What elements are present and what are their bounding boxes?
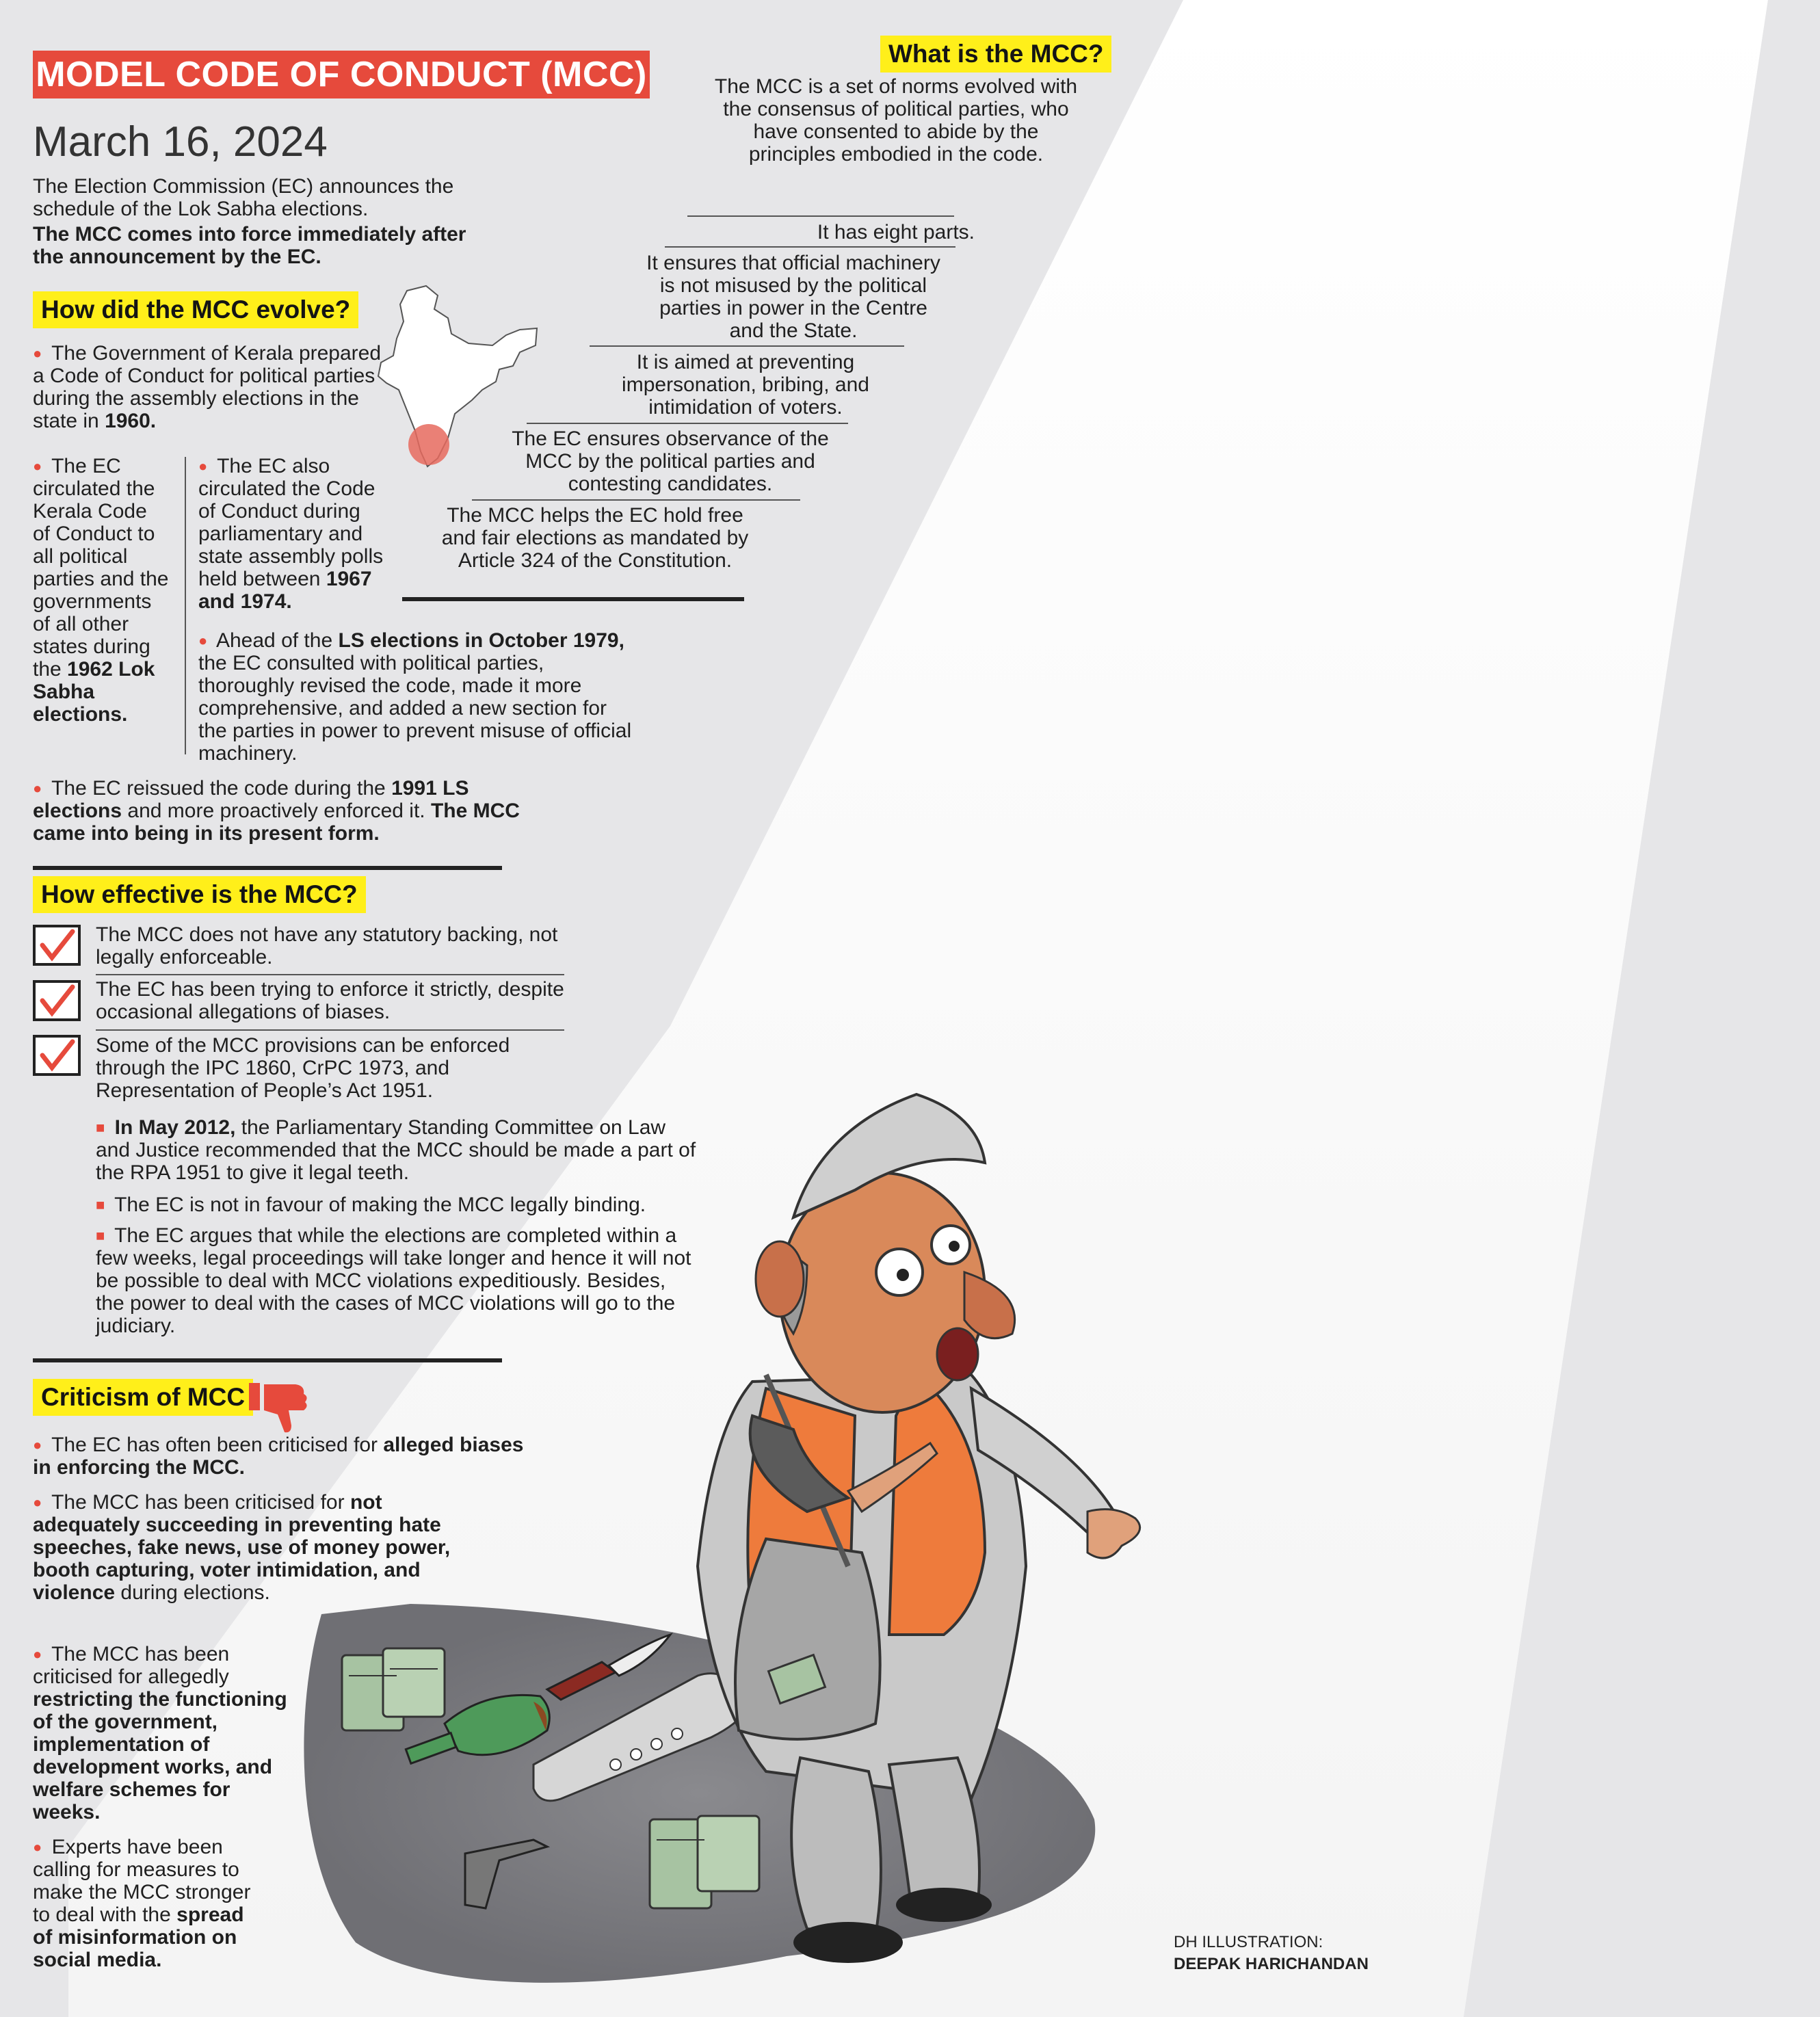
gun-icon [465,1840,547,1908]
kerala-bullet [33,342,388,432]
effective-note-3-text: The EC argues that while the elections are completed within a few weeks, legal proceedings will take longer and hence it will not be possible to deal with MCC violations expeditiously. Besides, the power to deal with the cases of MCC violations will go to the judiciary. [96,1224,691,1337]
money-stack-icon [342,1648,445,1730]
revised-1979-bold: LS elections in October 1979, [338,629,624,652]
effective-heading: How effective is the MCC? [33,876,366,913]
effective-note-2-text: The EC is not in favour of making the MCC legally binding. [114,1194,646,1216]
what-item-4: It is aimed at preventing impersonation, bribing, and intimidation of voters. [622,351,869,419]
thumbs-down-icon [248,1380,311,1435]
what-divider [665,246,955,248]
what-heading: What is the MCC? [880,36,1111,72]
criticism-2-bold: not adequately succeeding in preventing hate speeches, fake news, use of money power, booth capturing, voter intimidation, and violence [33,1491,451,1604]
illustration-credit [1174,1932,1369,1975]
intro-text [33,175,471,268]
reissue-bold-2: The MCC came into being in its present form. [33,800,520,845]
effective-point-2: The EC has been trying to enforce it strictly, despite occasional allegations of biases. [96,978,564,1023]
circulated-1967-bold: 1967 and 1974. [198,568,372,613]
credit-line-2: DEEPAK HARICHANDAN [1174,1955,1369,1973]
circulated-1962-bold: 1962 Lok Sabha elections. [33,658,155,726]
section-divider [33,866,502,870]
evolve-heading: How did the MCC evolve? [33,291,358,328]
criticism-1-bold: alleged biases in enforcing the MCC. [33,1434,524,1479]
page-title: MODEL CODE OF CONDUCT (MCC) [33,51,650,98]
what-item-3: It ensures that official machinery is not misused by the political parties in power in the Centre and the State. [646,252,940,342]
criticism-heading: Criticism of MCC [33,1379,253,1416]
what-item-2: It has eight parts. [817,221,975,243]
revised-1979-bullet [198,629,636,765]
criticism-3-bold: restricting the functioning of the government, implementation of development works, and welfare schemes for weeks. [33,1688,287,1823]
kerala-text: The Government of Kerala prepared a Code of Conduct for political parties during the assembly elections in the state in [33,342,382,432]
date-heading: March 16, 2024 [33,118,328,166]
effective-point-1: The MCC does not have any statutory backing, not legally enforceable. [96,923,558,968]
credit-line-1: DH ILLUSTRATION: [1174,1933,1323,1951]
circulated-1967-text: The EC also circulated the Code of Conduct during parliamentary and state assembly polls held between [198,455,384,590]
criticism-item-4 [33,1836,265,1971]
checkmark-icon [33,925,81,966]
circulated-1962-text: The EC circulated the Kerala Code of Conduct to all political parties and the governments of all other states during the [33,455,169,681]
what-divider [590,345,904,347]
effective-point-3: Some of the MCC provisions can be enforced through the IPC 1860, CrPC 1973, and Representation of People’s Act 1951. [96,1034,510,1102]
what-item-6: The MCC helps the EC hold free and fair elections as mandated by Article 324 of the Constitution. [441,504,749,572]
what-divider [472,499,800,501]
what-divider [687,215,954,217]
what-divider [527,423,848,424]
criticism-3-pre: The MCC has been criticised for allegedly [33,1643,230,1688]
what-item-1: The MCC is a set of norms evolved with the consensus of political parties, who have consented to abide by the principles embodied in the code. [714,75,1078,166]
intro-bold-paragraph: The MCC comes into force immediately after the announcement by the EC. [33,223,466,268]
reissue-1991-bullet [33,777,553,845]
circulated-1962-bullet [33,455,170,726]
column-divider [185,457,186,754]
checkmark-icon [33,980,81,1021]
reissue-mid: and more proactively enforced it. [122,800,431,822]
intro-paragraph: The Election Commission (EC) announces the schedule of the Lok Sabha elections. [33,175,454,220]
what-item-5: The EC ensures observance of the MCC by the political parties and contesting candidates. [512,427,829,495]
criticism-2-pre: The MCC has been criticised for [51,1491,350,1514]
criticism-2-post: during elections. [115,1581,270,1604]
criticism-4-bold: spread of misinformation on social media. [33,1903,244,1971]
criticism-1-pre: The EC has often been criticised for [51,1434,384,1456]
revised-1979-post: the EC consulted with political parties, thoroughly revised the code, made it more comprehensive, and added a new section for the parties in power to prevent misuse of official machinery. [198,652,632,765]
criticism-item-3 [33,1643,293,1823]
circulated-1967-bullet [198,455,397,613]
reissue-pre: The EC reissued the code during the [51,777,392,800]
politician-illustration [328,951,1450,1963]
effective-note-1-bold: In May 2012, [114,1116,236,1139]
effective-note-1-text: the Parliamentary Standing Committee on Law and Justice recommended that the MCC should be made a part of the RPA 1951 to give it legal teeth. [96,1116,696,1184]
checkmark-icon [33,1035,81,1076]
criticism-4-pre: Experts have been calling for measures to make the MCC stronger to deal with the [33,1836,251,1926]
reissue-bold-1: 1991 LS elections [33,777,469,822]
revised-1979-pre: Ahead of the [215,629,339,652]
kerala-year: 1960. [105,410,157,432]
money-stack-icon [650,1816,759,1908]
knife-icon [547,1635,670,1700]
what-end-rule [402,597,744,601]
